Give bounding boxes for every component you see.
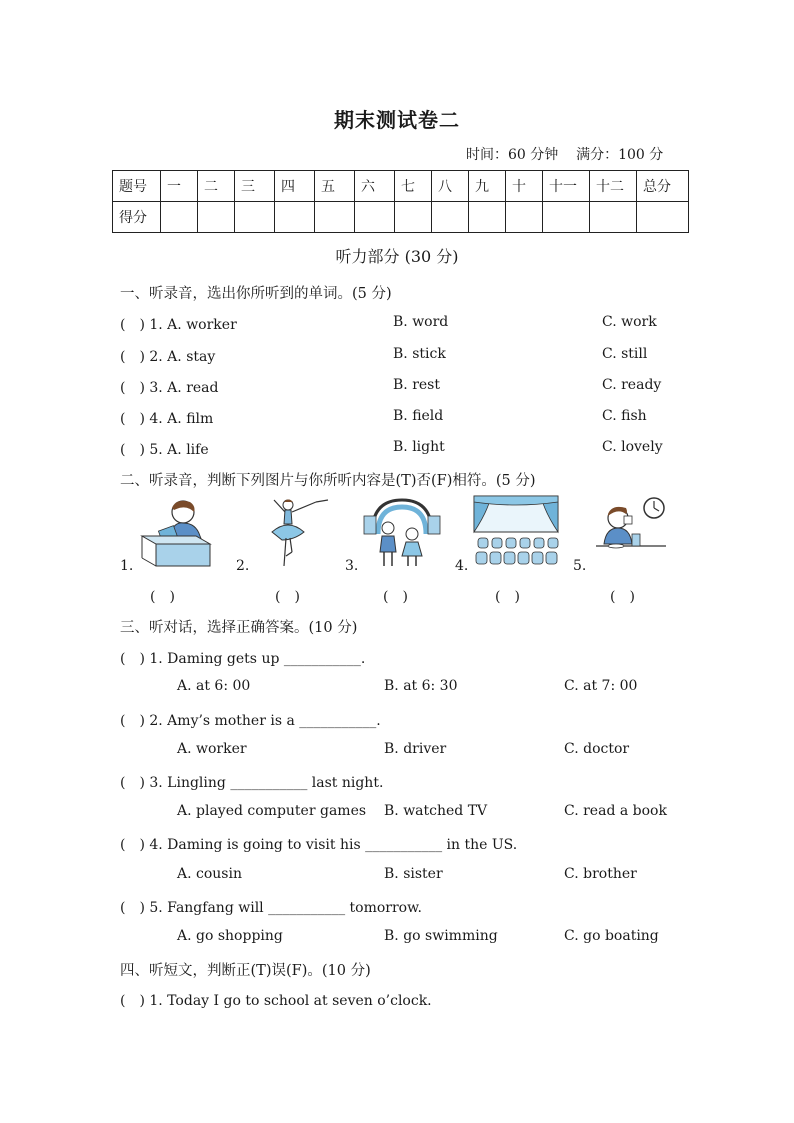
score-input-cell[interactable]	[161, 202, 198, 233]
s3-q2-option-a: A. worker	[177, 741, 247, 757]
picture-3-answer-blank[interactable]: ( )	[383, 589, 408, 605]
score-input-cell[interactable]	[432, 202, 469, 233]
s3-q1-stem: ( ) 1. Daming gets up ___________.	[120, 651, 366, 667]
s3-q2-option-b: B. driver	[384, 741, 447, 757]
s3-q3-option-b: B. watched TV	[384, 803, 488, 819]
s1-q1-stem: ( ) 1. A. worker	[120, 317, 237, 333]
s1-q3-stem: ( ) 3. A. read	[120, 380, 219, 396]
s1-q1-option-b: B. word	[393, 314, 449, 330]
time-label: 时间：60 分钟	[466, 147, 559, 163]
table-cell: 一	[161, 171, 198, 202]
section-1-title: 一、听录音，选出你所听到的单词。(5 分)	[120, 286, 392, 302]
section-3-title: 三、听对话，选择正确答案。(10 分)	[120, 620, 358, 636]
score-input-cell[interactable]	[395, 202, 432, 233]
picture-5-number: 5.	[573, 558, 587, 574]
picture-1-number: 1.	[120, 558, 134, 574]
s1-q3-option-c: C. ready	[602, 377, 662, 393]
table-cell: 得分	[113, 202, 161, 233]
s4-q1-stem: ( ) 1. Today I go to school at seven o’clock.	[120, 993, 432, 1009]
table-cell: 九	[469, 171, 506, 202]
section-4-title: 四、听短文，判断正(T)误(F)。(10 分)	[120, 963, 371, 979]
score-input-cell[interactable]	[355, 202, 395, 233]
s1-q2-option-c: C. still	[602, 346, 648, 362]
table-cell: 三	[235, 171, 275, 202]
table-cell: 二	[198, 171, 235, 202]
s3-q4-stem: ( ) 4. Daming is going to visit his ___________ in the US.	[120, 837, 518, 853]
s3-q5-option-b: B. go swimming	[384, 928, 498, 944]
table-cell: 四	[275, 171, 315, 202]
s3-q1-option-c: C. at 7: 00	[564, 678, 638, 694]
score-input-cell[interactable]	[235, 202, 275, 233]
part-title: 听力部分 (30 分)	[335, 247, 459, 266]
s3-q5-option-a: A. go shopping	[177, 928, 283, 944]
table-cell: 十	[506, 171, 543, 202]
s1-q2-option-b: B. stick	[393, 346, 446, 362]
picture-3-number: 3.	[345, 558, 359, 574]
boy-reading-picture	[138, 496, 214, 568]
score-input-cell[interactable]	[543, 202, 590, 233]
section-2-title: 二、听录音，判断下列图片与你所听内容是(T)否(F)相符。(5 分)	[120, 473, 536, 489]
picture-2-answer-blank[interactable]: ( )	[275, 589, 300, 605]
s1-q4-option-c: C. fish	[602, 408, 647, 424]
score-input-cell[interactable]	[315, 202, 355, 233]
score-input-cell[interactable]	[590, 202, 637, 233]
s3-q4-option-c: C. brother	[564, 866, 637, 882]
table-cell: 六	[355, 171, 395, 202]
s3-q1-option-b: B. at 6: 30	[384, 678, 458, 694]
table-cell: 题号	[113, 171, 161, 202]
picture-4-number: 4.	[455, 558, 469, 574]
table-cell: 总分	[637, 171, 689, 202]
s3-q2-option-c: C. doctor	[564, 741, 630, 757]
s3-q2-stem: ( ) 2. Amy’s mother is a ___________.	[120, 713, 381, 729]
table-cell: 十二	[590, 171, 637, 202]
table-cell: 八	[432, 171, 469, 202]
s3-q4-option-a: A. cousin	[177, 866, 242, 882]
s3-q3-stem: ( ) 3. Lingling ___________ last night.	[120, 775, 384, 791]
table-cell: 七	[395, 171, 432, 202]
s1-q4-option-b: B. field	[393, 408, 444, 424]
table-cell: 五	[315, 171, 355, 202]
picture-5-answer-blank[interactable]: ( )	[610, 589, 635, 605]
s1-q1-option-c: C. work	[602, 314, 657, 330]
score-label: 满分：100 分	[576, 147, 664, 163]
children-park-picture	[362, 494, 442, 570]
s3-q4-option-b: B. sister	[384, 866, 443, 882]
picture-4-answer-blank[interactable]: ( )	[495, 589, 520, 605]
boy-breakfast-clock-picture	[594, 494, 668, 564]
score-table-header-row	[113, 171, 689, 202]
picture-1-answer-blank[interactable]: ( )	[150, 589, 175, 605]
score-input-cell[interactable]	[469, 202, 506, 233]
picture-2-number: 2.	[236, 558, 250, 574]
s3-q3-option-c: C. read a book	[564, 803, 667, 819]
s1-q4-stem: ( ) 4. A. film	[120, 411, 214, 427]
s3-q1-option-a: A. at 6: 00	[177, 678, 251, 694]
s3-q5-stem: ( ) 5. Fangfang will ___________ tomorrow.	[120, 900, 422, 916]
ballerina-picture	[258, 496, 330, 570]
s1-q5-stem: ( ) 5. A. life	[120, 442, 209, 458]
score-input-cell[interactable]	[506, 202, 543, 233]
score-input-cell[interactable]	[198, 202, 235, 233]
table-cell: 十一	[543, 171, 590, 202]
score-input-cell[interactable]	[275, 202, 315, 233]
score-table-score-row	[113, 202, 689, 233]
s1-q5-option-b: B. light	[393, 439, 445, 455]
exam-meta	[466, 144, 663, 164]
theatre-picture	[472, 494, 560, 570]
s1-q2-stem: ( ) 2. A. stay	[120, 349, 216, 365]
score-input-cell[interactable]	[637, 202, 689, 233]
s1-q5-option-c: C. lovely	[602, 439, 663, 455]
page-title: 期末测试卷二	[334, 108, 460, 132]
s1-q3-option-b: B. rest	[393, 377, 440, 393]
s3-q5-option-c: C. go boating	[564, 928, 659, 944]
s3-q3-option-a: A. played computer games	[177, 803, 367, 819]
score-table	[112, 170, 689, 233]
